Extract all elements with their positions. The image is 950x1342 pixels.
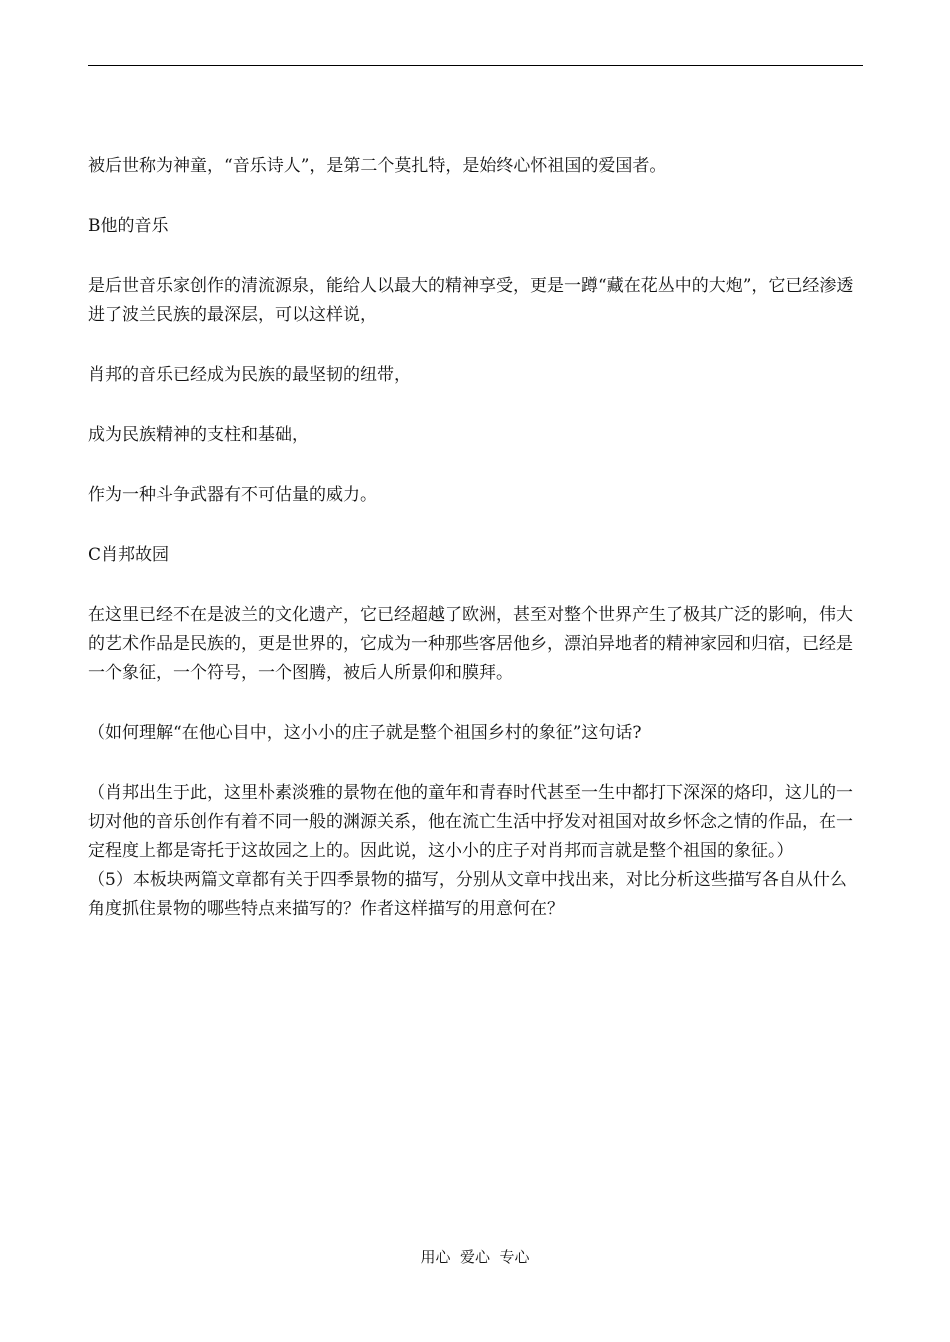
question-paragraph: （如何理解“在他心目中，这小小的庄子就是整个祖国乡村的象征”这句话?: [88, 723, 642, 743]
paragraph-pillar: 成为民族精神的支柱和基础，: [88, 425, 309, 445]
page-footer: 用心 爱心 专心: [420, 1248, 530, 1266]
question-five-paragraph: （5）本板块两篇文章都有关于四季景物的描写，分别从文章中找出来，对比分析这些描写各自从什么角度抓住景物的哪些特点来描写的？作者这样描写的用意何在？: [88, 870, 847, 919]
paragraph-heritage: 在这里已经不在是波兰的文化遗产，它已经超越了欧洲，甚至对整个世界产生了极其广泛的影响，伟大的艺术作品是民族的，更是世界的，它成为一种那些客居他乡，漂泊异地者的精神家园和归宿，已经是一个象征，一个符号，一个图腾，被后人所景仰和膜拜。: [88, 605, 853, 683]
paragraph-music: 是后世音乐家创作的清流源泉，能给人以最大的精神享受，更是一蹲“藏在花丛中的大炮”，它已经渗透进了波兰民族的最深层，可以这样说，: [88, 276, 854, 325]
paragraph-intro: 被后世称为神童，“音乐诗人”，是第二个莫扎特，是始终心怀祖国的爱国者。: [88, 156, 667, 176]
answer-paragraph: （肖邦出生于此，这里朴素淡雅的景物在他的童年和青春时代甚至一生中都打下深深的烙印，这儿的一切对他的音乐创作有着不同一般的渊源关系，他在流亡生活中抒发对祖国对故乡怀念之情的作品，在一定程度上都是寄托于这故园之上的。因此说，这小小的庄子对肖邦而言就是整个祖国的象征。）: [88, 783, 853, 861]
document-body: [88, 152, 863, 924]
header-rule: [88, 65, 863, 66]
paragraph-bond: 肖邦的音乐已经成为民族的最坚韧的纽带，: [88, 365, 411, 385]
section-heading-c: C肖邦故园: [88, 545, 170, 565]
paragraph-weapon: 作为一种斗争武器有不可估量的威力。: [88, 485, 377, 505]
section-heading-b: B他的音乐: [88, 216, 169, 236]
